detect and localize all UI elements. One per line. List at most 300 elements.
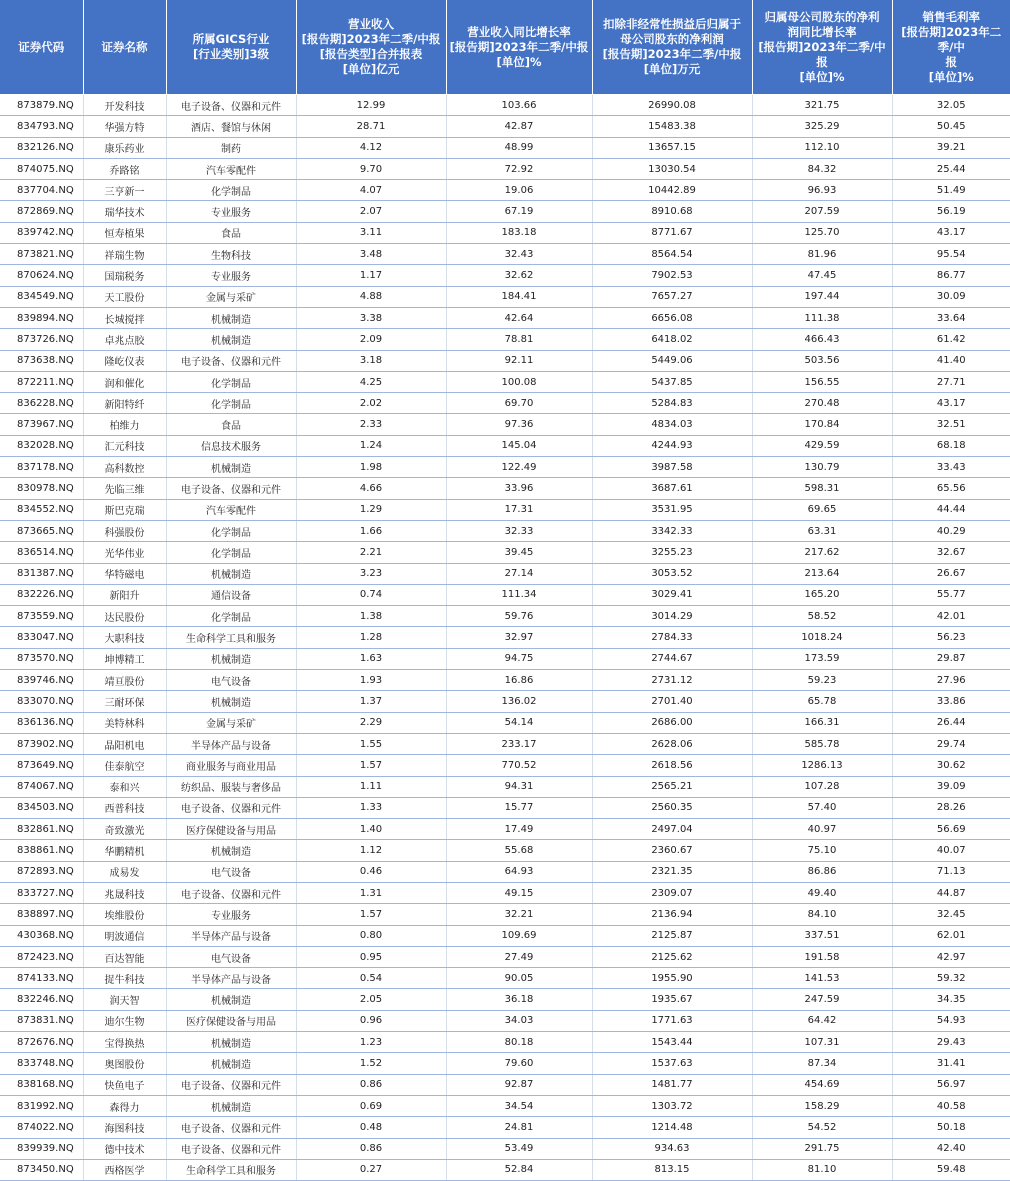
cell-industry: 机械制造 <box>166 1053 296 1074</box>
cell-net-profit-growth: 65.78 <box>752 691 892 712</box>
cell-revenue: 1.37 <box>296 691 446 712</box>
cell-security-name: 科强股份 <box>83 520 166 541</box>
cell-industry: 机械制造 <box>166 648 296 669</box>
cell-net-profit-growth: 173.59 <box>752 648 892 669</box>
cell-adjusted-net-profit: 2125.87 <box>592 925 752 946</box>
cell-security-name: 隆屹仪表 <box>83 350 166 371</box>
cell-security-name: 祥瑞生物 <box>83 244 166 265</box>
cell-gross-margin: 56.97 <box>892 1074 1010 1095</box>
cell-industry: 半导体产品与设备 <box>166 925 296 946</box>
cell-revenue-growth: 42.64 <box>446 307 592 328</box>
cell-revenue-growth: 145.04 <box>446 435 592 456</box>
table-row[interactable] <box>0 584 1010 605</box>
cell-revenue: 1.38 <box>296 606 446 627</box>
cell-industry: 化学制品 <box>166 371 296 392</box>
cell-security-code: 873665.NQ <box>0 520 83 541</box>
cell-gross-margin: 39.09 <box>892 776 1010 797</box>
table-row[interactable] <box>0 478 1010 499</box>
cell-security-code: 834549.NQ <box>0 286 83 307</box>
cell-gross-margin: 40.07 <box>892 840 1010 861</box>
cell-security-name: 靖亘股份 <box>83 670 166 691</box>
table-row[interactable] <box>0 137 1010 158</box>
table-row[interactable] <box>0 158 1010 179</box>
cell-industry: 金属与采矿 <box>166 712 296 733</box>
table-row[interactable] <box>0 222 1010 243</box>
cell-gross-margin: 31.41 <box>892 1053 1010 1074</box>
cell-revenue: 1.57 <box>296 755 446 776</box>
table-row[interactable] <box>0 180 1010 201</box>
cell-adjusted-net-profit: 3987.58 <box>592 457 752 478</box>
cell-revenue-growth: 32.21 <box>446 904 592 925</box>
cell-security-name: 宝得换热 <box>83 1032 166 1053</box>
cell-industry: 半导体产品与设备 <box>166 733 296 754</box>
cell-gross-margin: 32.51 <box>892 414 1010 435</box>
cell-adjusted-net-profit: 2618.56 <box>592 755 752 776</box>
cell-adjusted-net-profit: 1771.63 <box>592 1010 752 1031</box>
table-row[interactable] <box>0 712 1010 733</box>
cell-adjusted-net-profit: 5437.85 <box>592 371 752 392</box>
cell-security-code: 830978.NQ <box>0 478 83 499</box>
table-row[interactable] <box>0 1010 1010 1031</box>
cell-security-code: 838168.NQ <box>0 1074 83 1095</box>
cell-security-name: 新阳升 <box>83 584 166 605</box>
cell-revenue-growth: 109.69 <box>446 925 592 946</box>
cell-industry: 电子设备、仪器和元件 <box>166 350 296 371</box>
cell-gross-margin: 29.43 <box>892 1032 1010 1053</box>
cell-adjusted-net-profit: 2731.12 <box>592 670 752 691</box>
cell-adjusted-net-profit: 2136.94 <box>592 904 752 925</box>
cell-revenue: 0.95 <box>296 946 446 967</box>
cell-adjusted-net-profit: 5284.83 <box>592 393 752 414</box>
cell-industry: 生物科技 <box>166 244 296 265</box>
table-row[interactable] <box>0 371 1010 392</box>
cell-gross-margin: 86.77 <box>892 265 1010 286</box>
cell-security-name: 三耐环保 <box>83 691 166 712</box>
cell-gross-margin: 33.64 <box>892 307 1010 328</box>
cell-gross-margin: 68.18 <box>892 435 1010 456</box>
cell-net-profit-growth: 107.28 <box>752 776 892 797</box>
header-revenue-growth[interactable]: 营业收入同比增长率 [报告期]2023年二季/中报 [单位]% <box>446 0 592 95</box>
table-row[interactable] <box>0 968 1010 989</box>
cell-revenue: 1.93 <box>296 670 446 691</box>
cell-adjusted-net-profit: 1543.44 <box>592 1032 752 1053</box>
cell-net-profit-growth: 1018.24 <box>752 627 892 648</box>
cell-security-name: 卓兆点胶 <box>83 329 166 350</box>
cell-security-code: 874075.NQ <box>0 158 83 179</box>
cell-revenue: 0.27 <box>296 1159 446 1180</box>
cell-gross-margin: 27.71 <box>892 371 1010 392</box>
cell-revenue: 1.12 <box>296 840 446 861</box>
cell-adjusted-net-profit: 10442.89 <box>592 180 752 201</box>
cell-security-code: 831992.NQ <box>0 1095 83 1116</box>
cell-revenue-growth: 103.66 <box>446 95 592 116</box>
cell-revenue: 3.48 <box>296 244 446 265</box>
header-revenue[interactable]: 营业收入 [报告期]2023年二季/中报 [报告类型]合并报表 [单位]亿元 <box>296 0 446 95</box>
cell-net-profit-growth: 96.93 <box>752 180 892 201</box>
cell-security-name: 润和催化 <box>83 371 166 392</box>
cell-security-name: 坤博精工 <box>83 648 166 669</box>
table-row[interactable] <box>0 286 1010 307</box>
table-row[interactable] <box>0 733 1010 754</box>
table-row[interactable] <box>0 95 1010 116</box>
cell-security-name: 海图科技 <box>83 1117 166 1138</box>
table-row[interactable] <box>0 520 1010 541</box>
cell-security-name: 康乐药业 <box>83 137 166 158</box>
cell-net-profit-growth: 86.86 <box>752 861 892 882</box>
table-row[interactable] <box>0 670 1010 691</box>
table-row[interactable] <box>0 307 1010 328</box>
cell-adjusted-net-profit: 3053.52 <box>592 563 752 584</box>
cell-revenue: 0.74 <box>296 584 446 605</box>
cell-industry: 电子设备、仪器和元件 <box>166 882 296 903</box>
cell-net-profit-growth: 130.79 <box>752 457 892 478</box>
table-row[interactable] <box>0 691 1010 712</box>
table-row[interactable] <box>0 542 1010 563</box>
table-row[interactable] <box>0 946 1010 967</box>
header-adjusted-net-profit[interactable]: 扣除非经常性损益后归属于 母公司股东的净利润 [报告期]2023年二季/中报 [单位]万元 <box>592 0 752 95</box>
cell-net-profit-growth: 503.56 <box>752 350 892 371</box>
cell-security-name: 国瑞税务 <box>83 265 166 286</box>
cell-gross-margin: 56.23 <box>892 627 1010 648</box>
table-row[interactable] <box>0 925 1010 946</box>
table-row[interactable] <box>0 1032 1010 1053</box>
cell-revenue: 4.07 <box>296 180 446 201</box>
table-row[interactable] <box>0 563 1010 584</box>
cell-revenue-growth: 39.45 <box>446 542 592 563</box>
cell-revenue: 3.18 <box>296 350 446 371</box>
cell-net-profit-growth: 321.75 <box>752 95 892 116</box>
table-row[interactable] <box>0 393 1010 414</box>
table-row[interactable] <box>0 627 1010 648</box>
cell-adjusted-net-profit: 2560.35 <box>592 797 752 818</box>
cell-revenue: 0.48 <box>296 1117 446 1138</box>
cell-gross-margin: 59.48 <box>892 1159 1010 1180</box>
cell-adjusted-net-profit: 934.63 <box>592 1138 752 1159</box>
cell-security-name: 华特磁电 <box>83 563 166 584</box>
cell-security-name: 迪尔生物 <box>83 1010 166 1031</box>
cell-revenue-growth: 17.49 <box>446 819 592 840</box>
cell-net-profit-growth: 111.38 <box>752 307 892 328</box>
table-row[interactable] <box>0 329 1010 350</box>
table-header <box>0 0 1010 95</box>
cell-revenue-growth: 94.75 <box>446 648 592 669</box>
header-security-code[interactable]: 证券代码 <box>0 0 83 95</box>
cell-security-code: 873570.NQ <box>0 648 83 669</box>
cell-industry: 专业服务 <box>166 904 296 925</box>
cell-security-code: 872893.NQ <box>0 861 83 882</box>
cell-revenue-growth: 24.81 <box>446 1117 592 1138</box>
cell-industry: 电子设备、仪器和元件 <box>166 797 296 818</box>
cell-gross-margin: 32.05 <box>892 95 1010 116</box>
table-row[interactable] <box>0 840 1010 861</box>
cell-gross-margin: 54.93 <box>892 1010 1010 1031</box>
cell-revenue: 2.05 <box>296 989 446 1010</box>
cell-security-code: 836136.NQ <box>0 712 83 733</box>
cell-net-profit-growth: 57.40 <box>752 797 892 818</box>
cell-gross-margin: 32.45 <box>892 904 1010 925</box>
cell-security-code: 870624.NQ <box>0 265 83 286</box>
cell-security-name: 斯巴克瑞 <box>83 499 166 520</box>
cell-adjusted-net-profit: 4244.93 <box>592 435 752 456</box>
cell-security-name: 大职科技 <box>83 627 166 648</box>
cell-security-name: 森得力 <box>83 1095 166 1116</box>
table-row[interactable] <box>0 755 1010 776</box>
cell-security-name: 百达智能 <box>83 946 166 967</box>
cell-net-profit-growth: 585.78 <box>752 733 892 754</box>
cell-gross-margin: 44.87 <box>892 882 1010 903</box>
cell-revenue: 2.07 <box>296 201 446 222</box>
cell-security-code: 832226.NQ <box>0 584 83 605</box>
cell-revenue-growth: 32.62 <box>446 265 592 286</box>
cell-security-name: 明波通信 <box>83 925 166 946</box>
table-row[interactable] <box>0 861 1010 882</box>
cell-net-profit-growth: 69.65 <box>752 499 892 520</box>
cell-revenue-growth: 67.19 <box>446 201 592 222</box>
cell-security-code: 872423.NQ <box>0 946 83 967</box>
table-row[interactable] <box>0 648 1010 669</box>
cell-security-code: 833727.NQ <box>0 882 83 903</box>
cell-revenue-growth: 48.99 <box>446 137 592 158</box>
cell-industry: 化学制品 <box>166 180 296 201</box>
cell-gross-margin: 65.56 <box>892 478 1010 499</box>
cell-adjusted-net-profit: 4834.03 <box>592 414 752 435</box>
cell-security-name: 华强方特 <box>83 116 166 137</box>
table-row[interactable] <box>0 1117 1010 1138</box>
cell-industry: 半导体产品与设备 <box>166 968 296 989</box>
cell-net-profit-growth: 81.96 <box>752 244 892 265</box>
cell-gross-margin: 32.67 <box>892 542 1010 563</box>
cell-net-profit-growth: 107.31 <box>752 1032 892 1053</box>
cell-revenue: 0.86 <box>296 1074 446 1095</box>
cell-revenue-growth: 32.97 <box>446 627 592 648</box>
cell-revenue-growth: 36.18 <box>446 989 592 1010</box>
cell-gross-margin: 33.43 <box>892 457 1010 478</box>
cell-industry: 电子设备、仪器和元件 <box>166 1138 296 1159</box>
cell-industry: 通信设备 <box>166 584 296 605</box>
cell-revenue: 1.31 <box>296 882 446 903</box>
cell-security-name: 柏维力 <box>83 414 166 435</box>
cell-industry: 食品 <box>166 222 296 243</box>
cell-net-profit-growth: 454.69 <box>752 1074 892 1095</box>
cell-revenue-growth: 32.43 <box>446 244 592 265</box>
cell-revenue-growth: 184.41 <box>446 286 592 307</box>
cell-industry: 电气设备 <box>166 946 296 967</box>
cell-net-profit-growth: 40.97 <box>752 819 892 840</box>
cell-industry: 电气设备 <box>166 670 296 691</box>
cell-security-code: 839742.NQ <box>0 222 83 243</box>
cell-gross-margin: 59.32 <box>892 968 1010 989</box>
cell-security-code: 834503.NQ <box>0 797 83 818</box>
cell-net-profit-growth: 54.52 <box>752 1117 892 1138</box>
cell-adjusted-net-profit: 3687.61 <box>592 478 752 499</box>
cell-security-code: 872676.NQ <box>0 1032 83 1053</box>
cell-revenue-growth: 59.76 <box>446 606 592 627</box>
cell-industry: 汽车零配件 <box>166 499 296 520</box>
cell-adjusted-net-profit: 3342.33 <box>592 520 752 541</box>
cell-revenue: 0.96 <box>296 1010 446 1031</box>
cell-industry: 生命科学工具和服务 <box>166 1159 296 1180</box>
cell-security-name: 长城搅拌 <box>83 307 166 328</box>
header-security-name[interactable]: 证券名称 <box>83 0 166 95</box>
cell-adjusted-net-profit: 2628.06 <box>592 733 752 754</box>
table-row[interactable] <box>0 776 1010 797</box>
cell-gross-margin: 26.67 <box>892 563 1010 584</box>
cell-security-name: 埃维股份 <box>83 904 166 925</box>
cell-industry: 机械制造 <box>166 329 296 350</box>
table-row[interactable] <box>0 457 1010 478</box>
cell-security-code: 838861.NQ <box>0 840 83 861</box>
table-row[interactable] <box>0 1159 1010 1180</box>
cell-revenue-growth: 233.17 <box>446 733 592 754</box>
cell-net-profit-growth: 64.42 <box>752 1010 892 1031</box>
cell-revenue: 3.11 <box>296 222 446 243</box>
cell-security-name: 华鹏精机 <box>83 840 166 861</box>
cell-net-profit-growth: 141.53 <box>752 968 892 989</box>
cell-security-code: 873638.NQ <box>0 350 83 371</box>
cell-net-profit-growth: 217.62 <box>752 542 892 563</box>
cell-adjusted-net-profit: 7657.27 <box>592 286 752 307</box>
cell-security-code: 839894.NQ <box>0 307 83 328</box>
cell-gross-margin: 30.62 <box>892 755 1010 776</box>
cell-security-name: 西普科技 <box>83 797 166 818</box>
cell-net-profit-growth: 47.45 <box>752 265 892 286</box>
cell-revenue-growth: 80.18 <box>446 1032 592 1053</box>
cell-security-name: 润天智 <box>83 989 166 1010</box>
cell-revenue-growth: 770.52 <box>446 755 592 776</box>
cell-adjusted-net-profit: 15483.38 <box>592 116 752 137</box>
cell-gross-margin: 61.42 <box>892 329 1010 350</box>
cell-industry: 专业服务 <box>166 265 296 286</box>
cell-adjusted-net-profit: 2565.21 <box>592 776 752 797</box>
cell-industry: 制药 <box>166 137 296 158</box>
cell-net-profit-growth: 49.40 <box>752 882 892 903</box>
cell-revenue-growth: 33.96 <box>446 478 592 499</box>
table-row[interactable] <box>0 797 1010 818</box>
cell-security-name: 恒寿植果 <box>83 222 166 243</box>
cell-security-code: 872211.NQ <box>0 371 83 392</box>
table-row[interactable] <box>0 882 1010 903</box>
cell-industry: 专业服务 <box>166 201 296 222</box>
table-row[interactable] <box>0 414 1010 435</box>
cell-net-profit-growth: 337.51 <box>752 925 892 946</box>
table-row[interactable] <box>0 1074 1010 1095</box>
cell-net-profit-growth: 58.52 <box>752 606 892 627</box>
table-row[interactable] <box>0 819 1010 840</box>
table-row[interactable] <box>0 1095 1010 1116</box>
cell-industry: 电气设备 <box>166 861 296 882</box>
cell-security-name: 西格医学 <box>83 1159 166 1180</box>
cell-revenue: 0.80 <box>296 925 446 946</box>
cell-security-code: 874133.NQ <box>0 968 83 989</box>
cell-adjusted-net-profit: 3029.41 <box>592 584 752 605</box>
cell-net-profit-growth: 166.31 <box>752 712 892 733</box>
cell-adjusted-net-profit: 2321.35 <box>592 861 752 882</box>
cell-revenue-growth: 34.03 <box>446 1010 592 1031</box>
cell-revenue: 2.33 <box>296 414 446 435</box>
cell-security-code: 873559.NQ <box>0 606 83 627</box>
cell-net-profit-growth: 125.70 <box>752 222 892 243</box>
cell-industry: 生命科学工具和服务 <box>166 627 296 648</box>
cell-security-name: 瑞华技术 <box>83 201 166 222</box>
table-row[interactable] <box>0 265 1010 286</box>
cell-industry: 机械制造 <box>166 563 296 584</box>
cell-gross-margin: 41.40 <box>892 350 1010 371</box>
cell-adjusted-net-profit: 5449.06 <box>592 350 752 371</box>
cell-gross-margin: 42.97 <box>892 946 1010 967</box>
cell-net-profit-growth: 429.59 <box>752 435 892 456</box>
cell-revenue: 1.29 <box>296 499 446 520</box>
cell-security-code: 837704.NQ <box>0 180 83 201</box>
cell-gross-margin: 43.17 <box>892 393 1010 414</box>
cell-security-name: 天工股份 <box>83 286 166 307</box>
cell-revenue: 0.46 <box>296 861 446 882</box>
cell-security-code: 833748.NQ <box>0 1053 83 1074</box>
cell-gross-margin: 29.87 <box>892 648 1010 669</box>
cell-industry: 食品 <box>166 414 296 435</box>
table-row[interactable] <box>0 435 1010 456</box>
cell-security-code: 873831.NQ <box>0 1010 83 1031</box>
cell-adjusted-net-profit: 2125.62 <box>592 946 752 967</box>
table-row[interactable] <box>0 116 1010 137</box>
table-row[interactable] <box>0 989 1010 1010</box>
cell-security-code: 839939.NQ <box>0 1138 83 1159</box>
cell-net-profit-growth: 156.55 <box>752 371 892 392</box>
table-row[interactable] <box>0 350 1010 371</box>
table-row[interactable] <box>0 606 1010 627</box>
cell-industry: 化学制品 <box>166 606 296 627</box>
cell-gross-margin: 39.21 <box>892 137 1010 158</box>
cell-revenue: 3.23 <box>296 563 446 584</box>
table-row[interactable] <box>0 244 1010 265</box>
cell-adjusted-net-profit: 2784.33 <box>592 627 752 648</box>
cell-net-profit-growth: 165.20 <box>752 584 892 605</box>
cell-security-name: 美特林科 <box>83 712 166 733</box>
cell-net-profit-growth: 84.32 <box>752 158 892 179</box>
table-row[interactable] <box>0 1138 1010 1159</box>
table-row[interactable] <box>0 499 1010 520</box>
cell-security-code: 874067.NQ <box>0 776 83 797</box>
cell-security-name: 三亨新一 <box>83 180 166 201</box>
cell-revenue: 1.11 <box>296 776 446 797</box>
header-gross-margin[interactable]: 销售毛利率 [报告期]2023年二季/中 报 [单位]% <box>892 0 1010 95</box>
cell-revenue: 4.25 <box>296 371 446 392</box>
cell-adjusted-net-profit: 2309.07 <box>592 882 752 903</box>
cell-security-code: 873902.NQ <box>0 733 83 754</box>
header-net-profit-growth[interactable]: 归属母公司股东的净利 润同比增长率 [报告期]2023年二季/中 报 [单位]% <box>752 0 892 95</box>
cell-adjusted-net-profit: 1214.48 <box>592 1117 752 1138</box>
cell-net-profit-growth: 197.44 <box>752 286 892 307</box>
table-row[interactable] <box>0 904 1010 925</box>
cell-security-code: 874022.NQ <box>0 1117 83 1138</box>
cell-security-code: 872869.NQ <box>0 201 83 222</box>
cell-gross-margin: 29.74 <box>892 733 1010 754</box>
table-row[interactable] <box>0 201 1010 222</box>
cell-revenue-growth: 92.11 <box>446 350 592 371</box>
cell-security-code: 834793.NQ <box>0 116 83 137</box>
cell-revenue-growth: 27.49 <box>446 946 592 967</box>
cell-adjusted-net-profit: 8910.68 <box>592 201 752 222</box>
cell-net-profit-growth: 270.48 <box>752 393 892 414</box>
cell-adjusted-net-profit: 26990.08 <box>592 95 752 116</box>
table-row[interactable] <box>0 1053 1010 1074</box>
cell-revenue-growth: 55.68 <box>446 840 592 861</box>
cell-industry: 电子设备、仪器和元件 <box>166 478 296 499</box>
header-gics-industry[interactable]: 所属GICS行业 [行业类别]3级 <box>166 0 296 95</box>
cell-revenue-growth: 15.77 <box>446 797 592 818</box>
cell-security-code: 832126.NQ <box>0 137 83 158</box>
header-row <box>0 0 1010 95</box>
cell-gross-margin: 50.18 <box>892 1117 1010 1138</box>
